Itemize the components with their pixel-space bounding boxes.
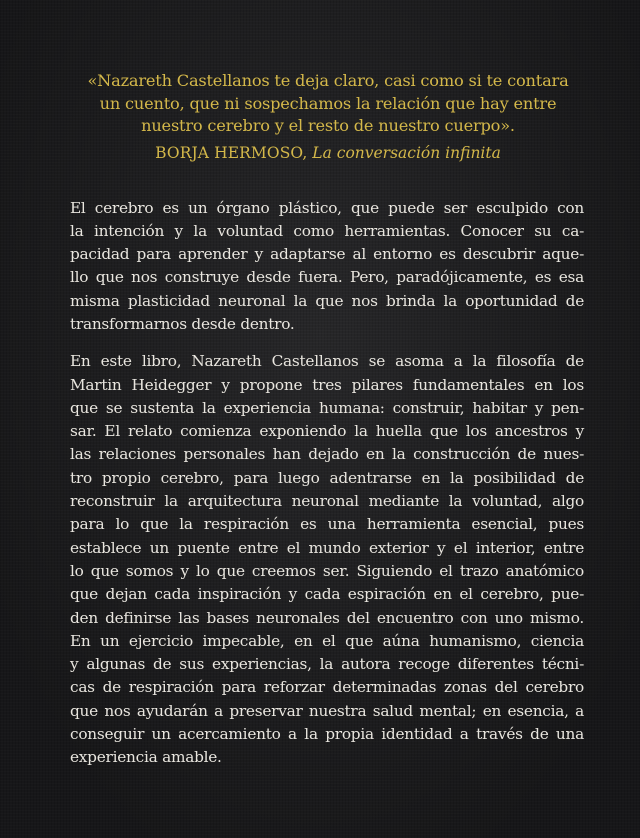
text-line: transformarnos desde dentro.	[70, 314, 295, 333]
text-line: que se sustenta la experiencia humana: construir, habitar y pen-	[70, 398, 584, 417]
quote-attribution	[66, 142, 590, 164]
quote-line: «Nazareth Castellanos te deja claro, casi como si te contara	[87, 71, 569, 90]
text-line: conseguir un acercamiento a la propia identidad a través de una	[70, 725, 584, 744]
text-line: En un ejercicio impecable, en el que aúna humanismo, ciencia	[70, 631, 584, 650]
text-line: Martin Heidegger y propone tres pilares fundamentales en los	[70, 375, 584, 394]
text-line: den definirse las bases neuronales del encuentro con uno mismo.	[70, 608, 584, 627]
text-line: cas de respiración para reforzar determinadas zonas del cerebro	[70, 678, 584, 697]
text-line: El cerebro es un órgano plástico, que puede ser esculpido con	[70, 198, 584, 217]
quote-work-title: La conversación infinita	[312, 143, 501, 162]
synopsis-paragraph	[70, 197, 584, 337]
text-line: para lo que la respiración es una herramienta esencial, pues	[70, 515, 584, 534]
text-line: y algunas de sus experiencias, la autora recoge diferentes técni-	[70, 655, 584, 674]
quote-author: BORJA HERMOSO,	[155, 143, 308, 162]
quote-text	[66, 70, 590, 138]
text-line: tro propio cerebro, para luego adentrarse en la posibilidad de	[70, 468, 584, 487]
text-line: pacidad para aprender y adaptarse al entorno es descubrir aque-	[70, 245, 584, 264]
synopsis	[70, 197, 584, 770]
quote-line: nuestro cerebro y el resto de nuestro cuerpo».	[141, 116, 515, 135]
text-line: la intención y la voluntad como herramientas. Conocer su ca-	[70, 221, 584, 240]
text-line: En este libro, Nazareth Castellanos se asoma a la filosofía de	[70, 352, 584, 371]
text-line: lo que somos y lo que creemos ser. Siguiendo el trazo anatómico	[70, 561, 584, 580]
text-line: misma plasticidad neuronal la que nos brinda la oportunidad de	[70, 291, 584, 310]
quote-line: un cuento, que ni sospechamos la relación que hay entre	[99, 93, 557, 113]
text-line: reconstruir la arquitectura neuronal mediante la voluntad, algo	[70, 492, 584, 511]
text-line: las relaciones personales han dejado en la construcción de nues-	[70, 445, 584, 464]
text-line: que nos ayudarán a preservar nuestra salud mental; en esencia, a	[70, 701, 584, 720]
text-line: establece un puente entre el mundo exterior y el interior, entre	[70, 538, 584, 557]
text-line: experiencia amable.	[70, 748, 222, 767]
synopsis-paragraph	[70, 350, 584, 769]
text-line: llo que nos construye desde fuera. Pero, paradójicamente, es esa	[70, 268, 584, 287]
text-line: sar. El relato comienza exponiendo la huella que los ancestros y	[70, 422, 584, 441]
blurb-quote	[66, 70, 590, 164]
text-line: que dejan cada inspiración y cada espiración en el cerebro, pue-	[70, 585, 584, 604]
